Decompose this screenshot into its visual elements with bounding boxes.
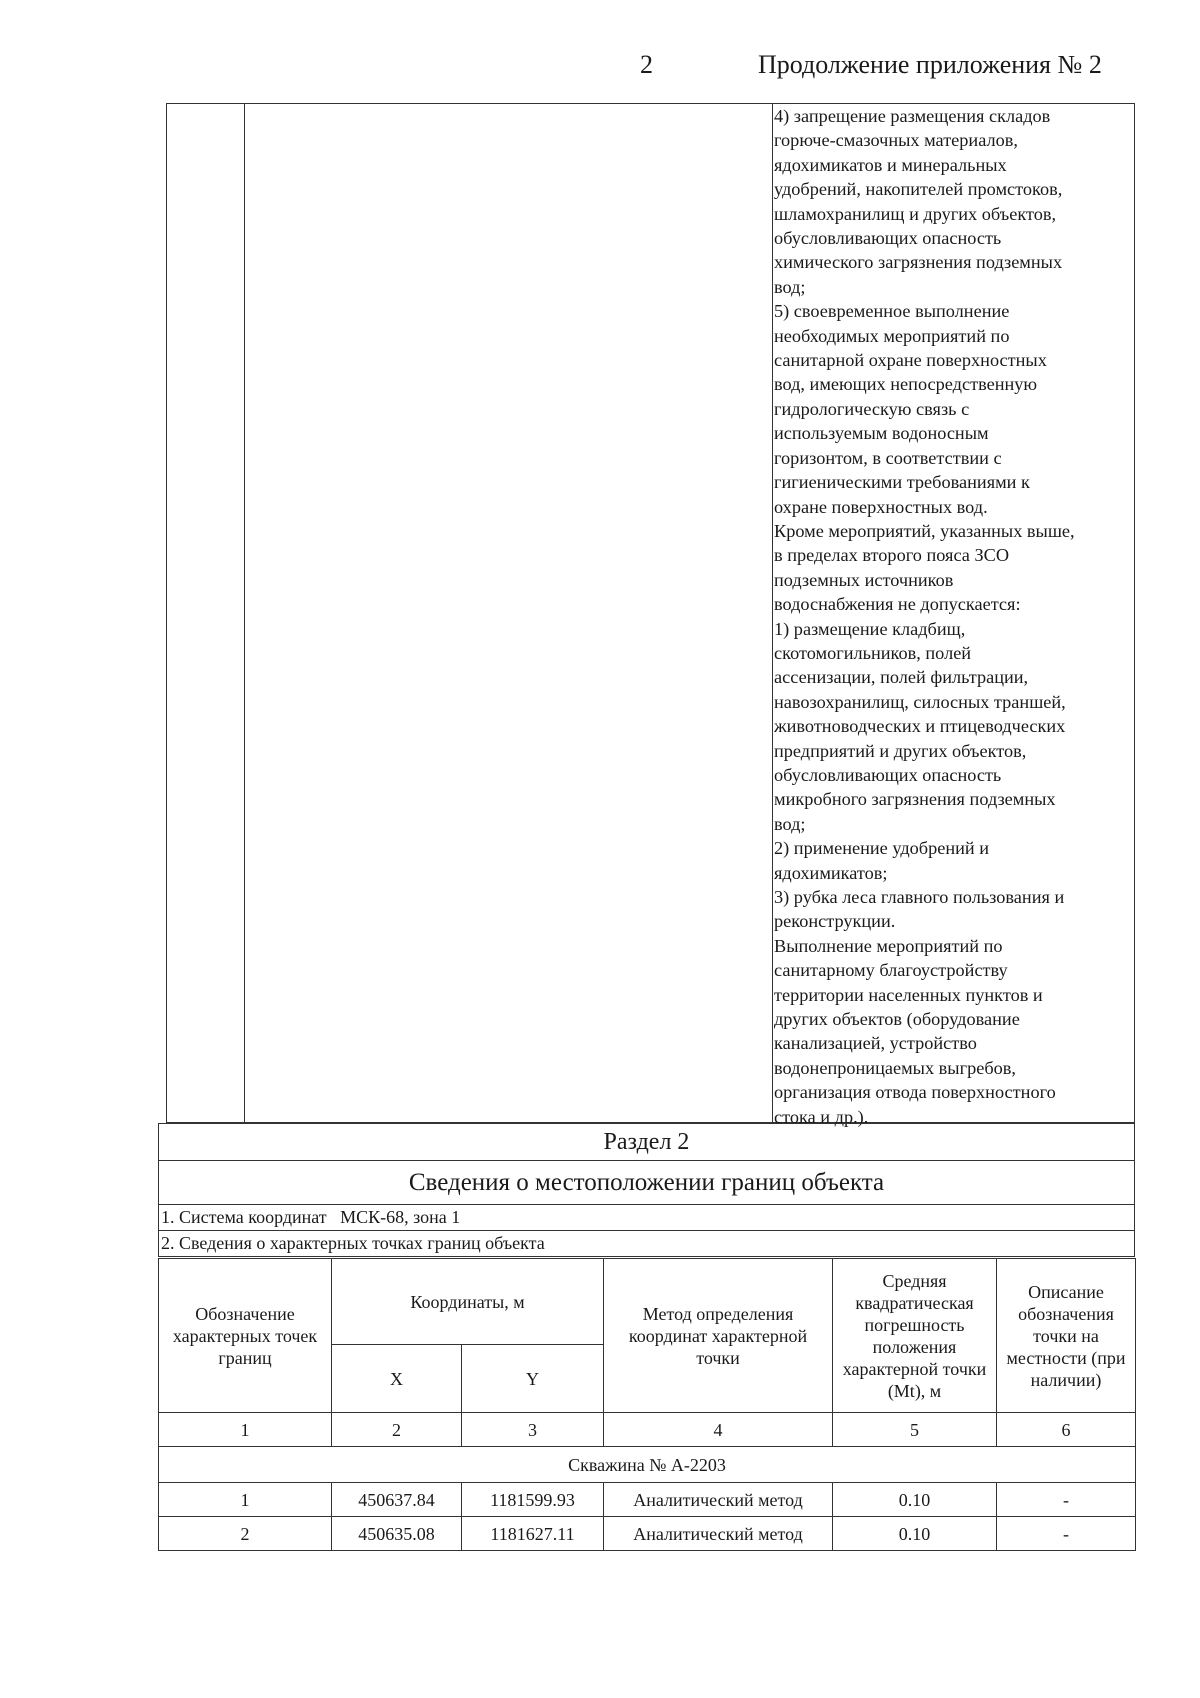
column-number: 5 <box>833 1413 997 1447</box>
text-line: необходимых мероприятий по <box>774 325 1010 346</box>
coordinate-system-row <box>158 1205 1135 1231</box>
text-line: 1) размещение кладбищ, <box>774 618 966 639</box>
text-line: вод; <box>774 276 806 297</box>
text-line: вод, имеющих непосредственную <box>774 374 1038 395</box>
coord-y: 1181599.93 <box>462 1483 604 1517</box>
well-label: Скважина № А-2203 <box>159 1447 1136 1483</box>
text-line: других объектов (оборудование <box>774 1009 1020 1030</box>
text-line: ядохимикатов; <box>774 862 888 883</box>
text-line: удобрений, накопителей промстоков, <box>774 179 1063 200</box>
text-line: подземных источников <box>774 569 954 590</box>
points-heading-row: 2. Сведения о характерных точках границ объекта <box>158 1231 1135 1257</box>
text-line: ядохимикатов и минеральных <box>774 154 1007 175</box>
text-line: водонепроницаемых выгребов, <box>774 1057 1016 1078</box>
header-y: Y <box>462 1345 604 1413</box>
section-2-header <box>158 1123 1135 1257</box>
text-line: территории населенных пунктов и <box>774 984 1043 1005</box>
coord-x: 450635.08 <box>332 1517 462 1551</box>
table-row <box>159 1517 1136 1551</box>
header-x: X <box>332 1345 462 1413</box>
section-title: Раздел 2 <box>158 1123 1135 1161</box>
text-line: горюче-смазочных материалов, <box>774 130 1018 151</box>
text-line: предприятий и других объектов, <box>774 740 1027 761</box>
point-id: 1 <box>159 1483 332 1517</box>
continuation-text <box>774 104 1136 1129</box>
text-line: Выполнение мероприятий по <box>774 935 1003 956</box>
text-line: 2) применение удобрений и <box>774 838 990 859</box>
coord-y: 1181627.11 <box>462 1517 604 1551</box>
header-designation: Обозначение характерных точек границ <box>159 1259 332 1413</box>
text-line: животноводческих и птицеводческих <box>774 716 1066 737</box>
text-line: ассенизации, полей фильтрации, <box>774 667 1029 688</box>
text-line: горизонтом, в соответствии с <box>774 447 1002 468</box>
text-line: 4) запрещение размещения складов <box>774 106 1051 126</box>
text-line: реконструкции. <box>774 911 896 932</box>
error-value: 0.10 <box>833 1483 997 1517</box>
page-number: 2 <box>640 50 653 79</box>
text-line: 3) рубка леса главного пользования и <box>774 887 1065 907</box>
column-number: 4 <box>604 1413 833 1447</box>
header-description: Описание обозначения точки на местности (при наличии) <box>997 1259 1136 1413</box>
header-coordinates: Координаты, м <box>332 1259 604 1345</box>
section-caption: Сведения о местоположении границ объекта <box>158 1161 1135 1205</box>
coord-x: 450637.84 <box>332 1483 462 1517</box>
text-line: используемым водоносным <box>774 423 989 444</box>
column-number: 1 <box>159 1413 332 1447</box>
text-line: гигиеническими требованиями к <box>774 472 1030 493</box>
column-number: 2 <box>332 1413 462 1447</box>
error-value: 0.10 <box>833 1517 997 1551</box>
boundary-points-table <box>158 1258 1136 1551</box>
text-line: организация отвода поверхностного <box>774 1082 1056 1103</box>
text-line: в пределах второго пояса ЗСО <box>774 545 1010 566</box>
text-line: обусловливающих опасность <box>774 228 1002 249</box>
text-line: шламохранилищ и других объектов, <box>774 203 1057 224</box>
text-line: стока и др.). <box>774 1106 869 1127</box>
text-line: навозохранилищ, силосных траншей, <box>774 691 1066 712</box>
text-line: водоснабжения не допускается: <box>774 594 1021 615</box>
header-error: Средняя квадратическая погрешность положения характерной точки (Mt), м <box>833 1259 997 1413</box>
text-line: охране поверхностных вод. <box>774 496 988 517</box>
text-line: химического загрязнения подземных <box>774 252 1063 273</box>
text-line: канализацией, устройство <box>774 1033 977 1054</box>
text-line: вод; <box>774 813 806 834</box>
page-header-note: Продолжение приложения № 2 <box>758 50 1102 79</box>
column-number: 6 <box>997 1413 1136 1447</box>
column-number: 3 <box>462 1413 604 1447</box>
text-line: микробного загрязнения подземных <box>774 789 1056 810</box>
table-row <box>159 1483 1136 1517</box>
method: Аналитический метод <box>604 1517 833 1551</box>
column-divider <box>772 104 773 1122</box>
method: Аналитический метод <box>604 1483 833 1517</box>
point-id: 2 <box>159 1517 332 1551</box>
point-description: - <box>997 1483 1136 1517</box>
coordinate-system-value: МСК-68, зона 1 <box>340 1207 461 1227</box>
text-line: Кроме мероприятий, указанных выше, <box>774 520 1075 541</box>
header-method: Метод определения координат характерной точки <box>604 1259 833 1413</box>
text-line: обусловливающих опасность <box>774 764 1002 785</box>
text-line: гидрологическую связь с <box>774 398 970 419</box>
column-divider <box>244 104 245 1122</box>
point-description: - <box>997 1517 1136 1551</box>
text-line: 5) своевременное выполнение <box>774 301 1010 322</box>
text-line: санитарной охране поверхностных <box>774 350 1047 371</box>
text-line: санитарному благоустройству <box>774 960 1008 981</box>
coordinate-system-label: 1. Система координат <box>161 1207 327 1227</box>
text-line: скотомогильников, полей <box>774 642 972 663</box>
